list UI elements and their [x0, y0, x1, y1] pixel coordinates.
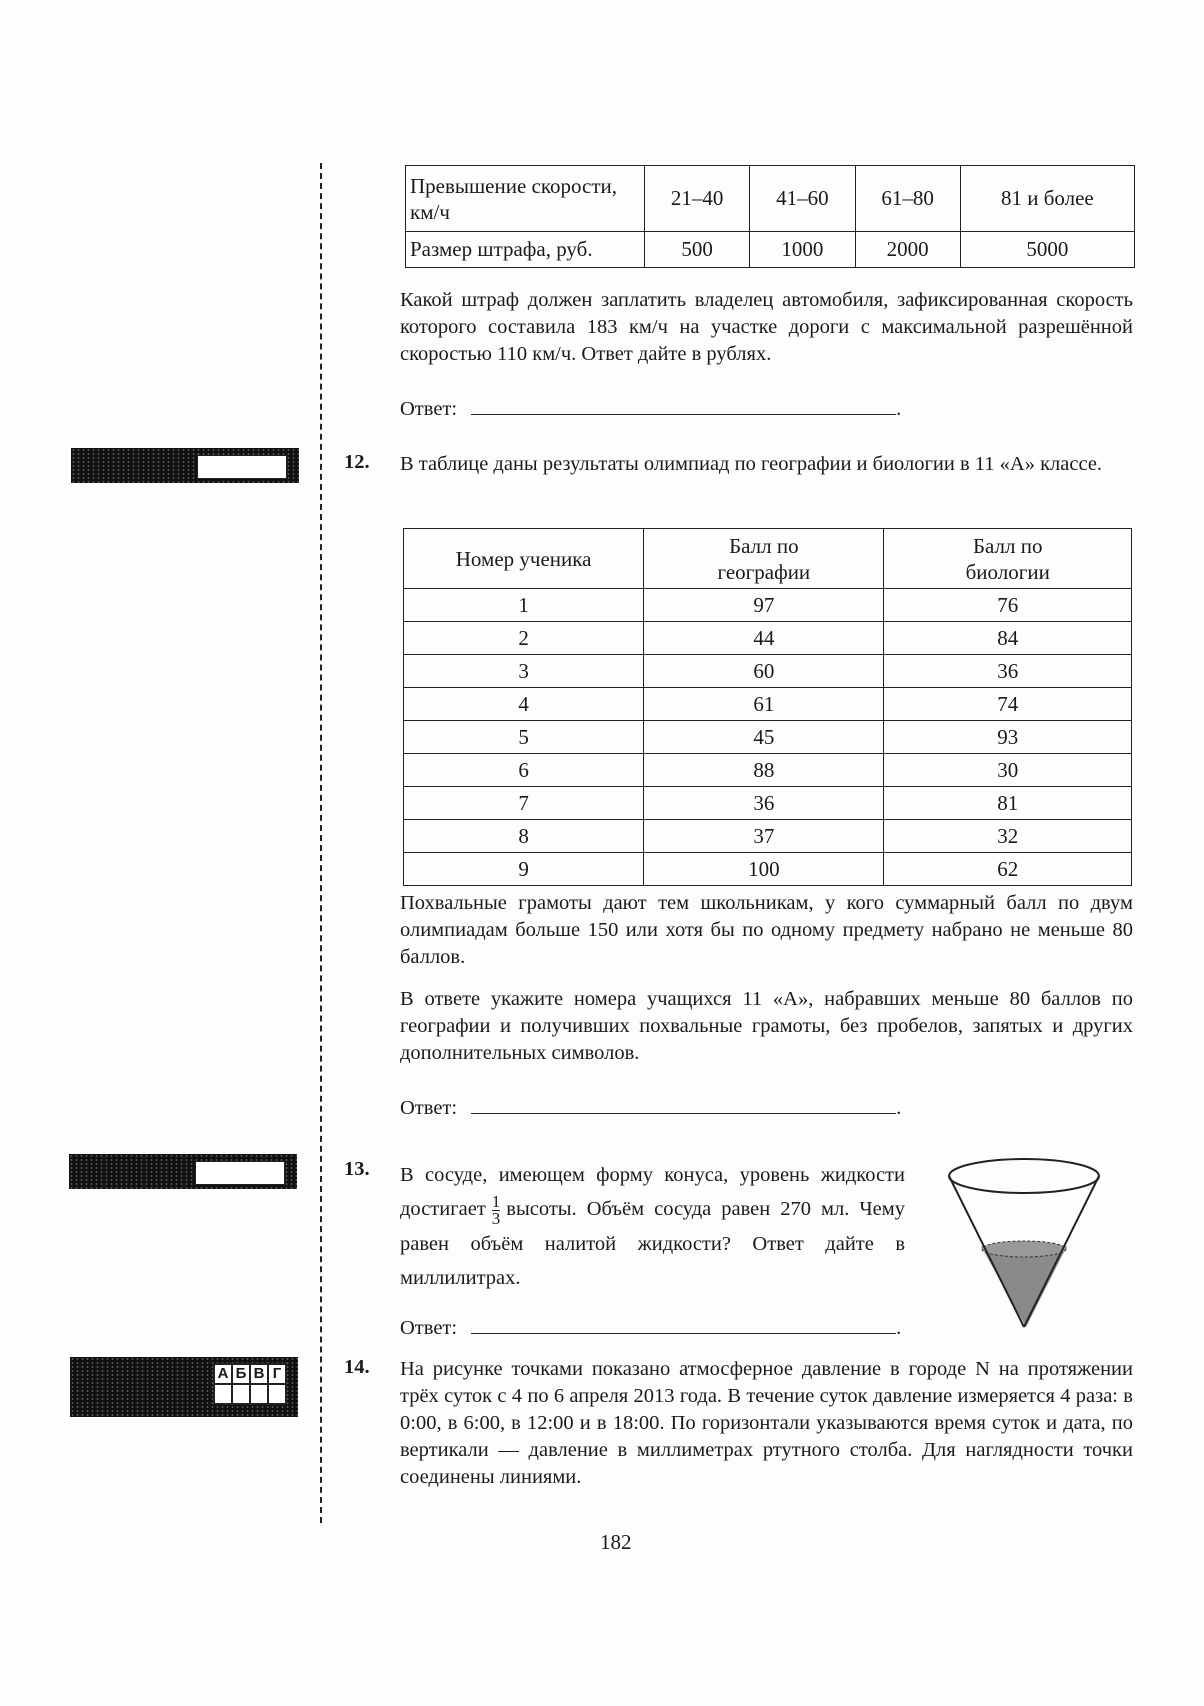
table-cell: 4 — [404, 688, 644, 721]
q11-answer: Ответ: . — [400, 398, 902, 420]
table-cell: 7 — [404, 787, 644, 820]
table-cell: 62 — [884, 853, 1132, 886]
table-cell: 1 — [404, 589, 644, 622]
olympiad-table — [403, 528, 1132, 886]
speed-cell: 41–60 — [750, 166, 855, 232]
letter-a: А — [214, 1364, 232, 1384]
table-cell: 88 — [644, 754, 884, 787]
table-row — [404, 721, 1132, 754]
table-cell: 60 — [644, 655, 884, 688]
table-cell: 2 — [404, 622, 644, 655]
answer-label: Ответ: — [400, 398, 458, 420]
table-row — [404, 589, 1132, 622]
table-cell: 61 — [644, 688, 884, 721]
header-cell: Балл по биологии — [884, 529, 1132, 589]
table-row — [404, 622, 1132, 655]
page-number: 182 — [600, 1530, 632, 1554]
speed-cell: 21–40 — [645, 166, 750, 232]
fine-cell: 5000 — [960, 232, 1134, 268]
q13-text — [400, 1158, 905, 1295]
cone-figure — [945, 1155, 1105, 1330]
answer-label: Ответ: — [400, 1097, 458, 1119]
table-cell: 8 — [404, 820, 644, 853]
table-row — [404, 853, 1132, 886]
table-cell: 3 — [404, 655, 644, 688]
header-cell: Балл по географии — [644, 529, 884, 589]
table-cell: 84 — [884, 622, 1132, 655]
letter-b: Б — [232, 1364, 250, 1384]
table-cell: 74 — [884, 688, 1132, 721]
table-cell: 93 — [884, 721, 1132, 754]
speed-header: Превышение скорости, км/ч — [406, 166, 645, 232]
table-cell: 45 — [644, 721, 884, 754]
q13-number: 13. — [344, 1158, 370, 1180]
table-row — [404, 688, 1132, 721]
q14-text: На рисунке точками показано атмосферное давление в городе N на протяжении трёх суток с 4 по 6 апреля 2013 года. В течение суток давление измеряется 4 раза: в 0:00, в 6:00, в 12:00 и в 18:00. По горизонтали указываются время суток и дата, по вертикали — давление в миллиметрах ртутного столба. Для наглядности точки соединены линиями. — [400, 1358, 1133, 1488]
fine-cell: 500 — [645, 232, 750, 268]
answer-field-12[interactable] — [197, 455, 287, 479]
cut-line — [320, 163, 322, 1523]
q12-number: 12. — [344, 451, 370, 473]
letter-v: В — [250, 1364, 268, 1384]
table-cell: 6 — [404, 754, 644, 787]
speed-cell: 81 и более — [960, 166, 1134, 232]
q12-para2: В ответе укажите номера учащихся 11 «А», набравших меньше 80 баллов по географии и получивших похвальные грамоты, без пробелов, запятых и других дополнительных символов. — [400, 988, 1133, 1064]
table-cell: 81 — [884, 787, 1132, 820]
fine-cell: 2000 — [855, 232, 960, 268]
q12-para1: Похвальные грамоты дают тем школьникам, у кого суммарный балл по двум олимпиадам больше 150 или хотя бы по одному предмету набрано не меньше 80 баллов. — [400, 892, 1133, 968]
table-cell: 5 — [404, 721, 644, 754]
answer-field-13[interactable] — [195, 1161, 285, 1185]
table-cell: 97 — [644, 589, 884, 622]
table-row — [404, 754, 1132, 787]
answer-input[interactable] — [471, 1315, 896, 1334]
answer-input[interactable] — [471, 1095, 896, 1114]
speed-cell: 61–80 — [855, 166, 960, 232]
table-cell: 30 — [884, 754, 1132, 787]
answer-label: Ответ: — [400, 1317, 458, 1339]
q12-answer: Ответ: . — [400, 1097, 902, 1119]
q11-text: Какой штраф должен заплатить владелец автомобиля, зафиксированная скорость которого составила 183 км/ч на участке дороги с максимальной разрешённой скоростью 110 км/ч. Ответ дайте в рублях. — [400, 289, 1133, 365]
q13-answer: Ответ: . — [400, 1317, 902, 1339]
q13-text-a: В сосуде, имеющем форму конуса, уровень жидкости достигает — [400, 1164, 905, 1220]
q12-intro: В таблице даны результаты олимпиад по географии и биологии в 11 «А» классе. — [400, 453, 1103, 475]
match-grid-14[interactable] — [213, 1363, 287, 1405]
table-row — [404, 820, 1132, 853]
answer-input[interactable] — [471, 396, 896, 415]
fraction: $\frac{1}{3}$ — [491, 1191, 501, 1228]
table-cell: 36 — [884, 655, 1132, 688]
table-cell: 36 — [644, 787, 884, 820]
table-cell: 37 — [644, 820, 884, 853]
fine-table — [405, 165, 1135, 268]
table-cell: 44 — [644, 622, 884, 655]
q13-text-b: высоты. Объём сосуда равен 270 мл. Чему равен объём налитой жидкости? Ответ дайте в миллилитрах. — [400, 1198, 905, 1289]
header-cell: Номер ученика — [404, 529, 644, 589]
table-row — [404, 655, 1132, 688]
letter-g: Г — [268, 1364, 286, 1384]
table-cell: 100 — [644, 853, 884, 886]
table-row — [404, 787, 1132, 820]
fine-cell: 1000 — [750, 232, 855, 268]
table-cell: 9 — [404, 853, 644, 886]
table-cell: 76 — [884, 589, 1132, 622]
table-cell: 32 — [884, 820, 1132, 853]
fine-header: Размер штрафа, руб. — [406, 232, 645, 268]
q14-number: 14. — [344, 1356, 370, 1378]
